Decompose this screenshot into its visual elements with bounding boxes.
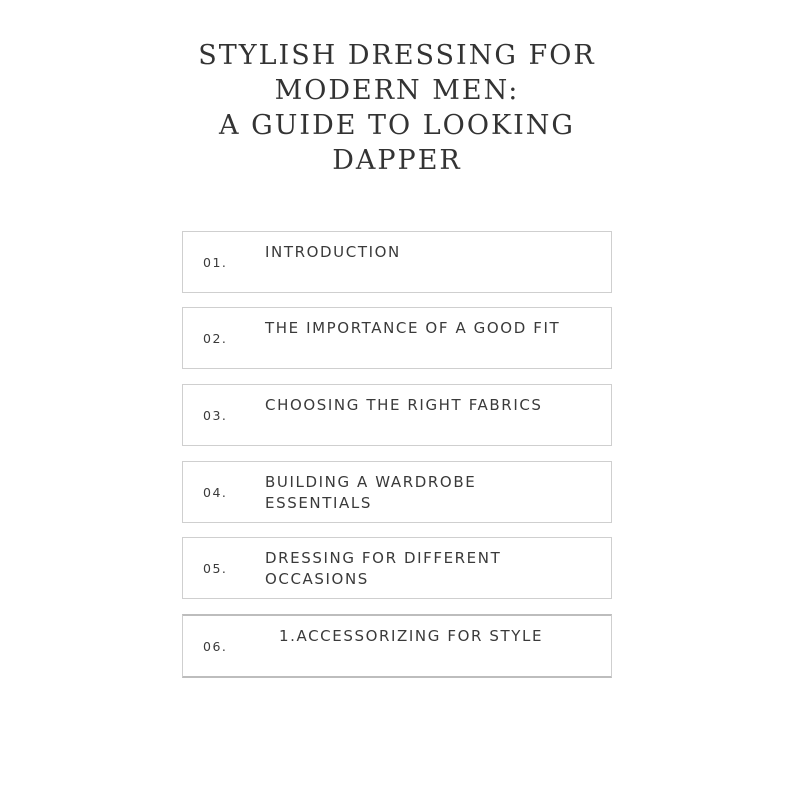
toc-item-label: INTRODUCTION <box>265 243 401 261</box>
toc-item-label: BUILDING A WARDROBE ESSENTIALS <box>265 473 477 512</box>
toc-item-introduction[interactable] <box>182 231 612 293</box>
title-line: A GUIDE TO LOOKING <box>219 110 575 141</box>
page-title <box>0 38 794 178</box>
toc-item-wardrobe[interactable] <box>182 461 612 523</box>
toc-item-number: 05. <box>203 561 228 576</box>
toc-item-label: THE IMPORTANCE OF A GOOD FIT <box>265 319 561 337</box>
toc-item-number: 04. <box>203 485 228 500</box>
toc-item-label: CHOOSING THE RIGHT FABRICS <box>265 396 543 414</box>
title-line: MODERN MEN: <box>274 75 520 106</box>
title-line: DAPPER <box>332 145 462 176</box>
toc-item-label: 1.ACCESSORIZING FOR STYLE <box>279 627 544 645</box>
toc-item-occasions[interactable] <box>182 537 612 599</box>
toc-item-label: DRESSING FOR DIFFERENT OCCASIONS <box>265 549 502 588</box>
toc-item-accessorizing[interactable] <box>182 614 612 678</box>
toc-item-number: 01. <box>203 255 228 270</box>
toc-item-number: 02. <box>203 331 228 346</box>
toc-item-good-fit[interactable] <box>182 307 612 369</box>
toc-item-number: 03. <box>203 408 228 423</box>
toc-item-fabrics[interactable] <box>182 384 612 446</box>
toc-item-number: 06. <box>203 639 228 654</box>
title-line: STYLISH DRESSING FOR <box>198 40 596 71</box>
